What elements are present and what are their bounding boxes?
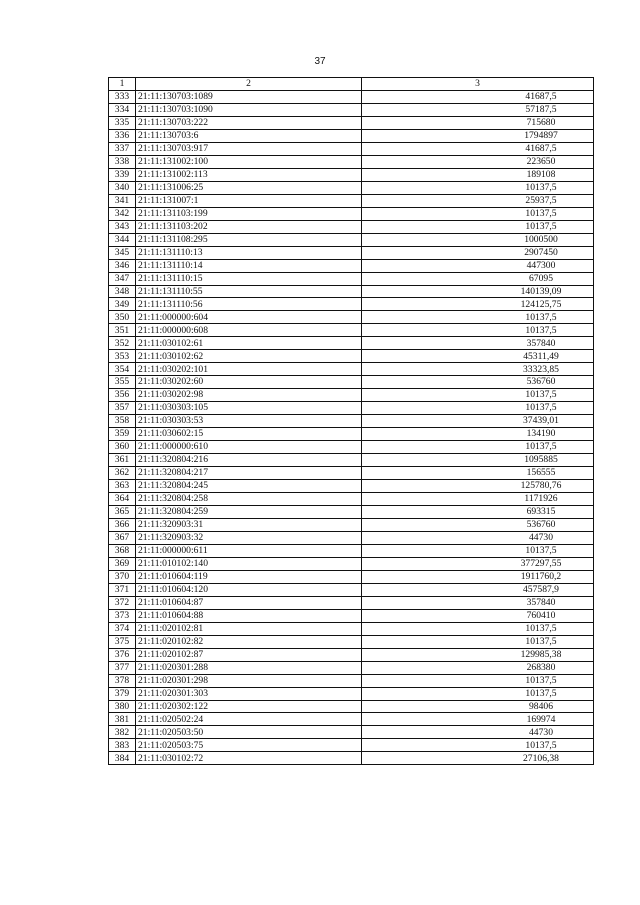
table-row (109, 622, 594, 635)
cadastral-number: 21:11:020102:82 (136, 635, 362, 648)
cadastral-number: 21:11:320804:259 (136, 505, 362, 518)
cadastral-value: 447300 (526, 259, 556, 271)
row-number: 336 (109, 129, 136, 142)
cadastral-number: 21:11:130703:222 (136, 116, 362, 129)
cadastral-value: 10137,5 (525, 622, 557, 634)
value-cell (362, 168, 594, 181)
table-row (109, 246, 594, 259)
value-cell (362, 194, 594, 207)
cadastral-number: 21:11:030303:53 (136, 415, 362, 428)
cadastral-number: 21:11:131007:1 (136, 194, 362, 207)
cadastral-number: 21:11:320804:216 (136, 454, 362, 467)
value-cell (362, 142, 594, 155)
value-cell (362, 635, 594, 648)
value-cell (362, 259, 594, 272)
row-number: 349 (109, 298, 136, 311)
value-cell (362, 155, 594, 168)
cadastral-value: 134190 (526, 428, 556, 440)
row-number: 382 (109, 726, 136, 739)
table-row (109, 752, 594, 765)
value-cell (362, 622, 594, 635)
table-row (109, 259, 594, 272)
cadastral-number: 21:11:130703:1089 (136, 90, 362, 103)
cadastral-value: 10137,5 (525, 181, 557, 193)
cadastral-number: 21:11:010102:140 (136, 557, 362, 570)
value-cell (362, 415, 594, 428)
table-row (109, 233, 594, 246)
cadastral-number: 21:11:130703:917 (136, 142, 362, 155)
row-number: 376 (109, 648, 136, 661)
row-number: 378 (109, 674, 136, 687)
cadastral-number: 21:11:131108:295 (136, 233, 362, 246)
row-number: 375 (109, 635, 136, 648)
cadastral-value: 10137,5 (525, 207, 557, 219)
value-cell (362, 674, 594, 687)
value-cell (362, 570, 594, 583)
row-number: 335 (109, 116, 136, 129)
cadastral-value: 536760 (526, 519, 556, 531)
table-row (109, 505, 594, 518)
page-number: 37 (314, 56, 326, 67)
cadastral-value: 41687,5 (525, 91, 557, 103)
table-row (109, 402, 594, 415)
cadastral-value: 10137,5 (525, 311, 557, 323)
table-row (109, 467, 594, 480)
cadastral-value: 10137,5 (525, 220, 557, 232)
table-row (109, 570, 594, 583)
value-cell (362, 493, 594, 506)
cadastral-number: 21:11:131110:13 (136, 246, 362, 259)
table-row (109, 350, 594, 363)
row-number: 366 (109, 518, 136, 531)
row-number: 372 (109, 596, 136, 609)
row-number: 340 (109, 181, 136, 194)
table-row (109, 480, 594, 493)
cadastral-number: 21:11:010604:88 (136, 609, 362, 622)
cadastral-value: 33323,85 (523, 363, 559, 375)
cadastral-number: 21:11:020301:288 (136, 661, 362, 674)
table-row (109, 583, 594, 596)
cadastral-number: 21:11:030102:72 (136, 752, 362, 765)
table-row (109, 674, 594, 687)
table-row (109, 544, 594, 557)
row-number: 380 (109, 700, 136, 713)
cadastral-number: 21:11:131110:55 (136, 285, 362, 298)
value-cell (362, 129, 594, 142)
cadastral-number: 21:11:000000:604 (136, 311, 362, 324)
table-row (109, 168, 594, 181)
row-number: 353 (109, 350, 136, 363)
value-cell (362, 583, 594, 596)
cadastral-value: 693315 (526, 506, 556, 518)
table-row (109, 454, 594, 467)
cadastral-number: 21:11:020502:24 (136, 713, 362, 726)
table-row (109, 324, 594, 337)
table-row (109, 155, 594, 168)
row-number: 333 (109, 90, 136, 103)
row-number: 337 (109, 142, 136, 155)
value-cell (362, 389, 594, 402)
table-row (109, 518, 594, 531)
cadastral-value: 10137,5 (525, 441, 557, 453)
cadastral-value: 98406 (529, 700, 553, 712)
table-row (109, 739, 594, 752)
cadastral-number: 21:11:320903:31 (136, 518, 362, 531)
cadastral-number: 21:11:130703:1090 (136, 103, 362, 116)
row-number: 357 (109, 402, 136, 415)
value-cell (362, 311, 594, 324)
value-cell (362, 713, 594, 726)
row-number: 379 (109, 687, 136, 700)
row-number: 344 (109, 233, 136, 246)
cadastral-value: 536760 (526, 376, 556, 388)
cadastral-value: 41687,5 (525, 143, 557, 155)
cadastral-number: 21:11:320804:245 (136, 480, 362, 493)
row-number: 355 (109, 376, 136, 389)
cadastral-number: 21:11:020503:50 (136, 726, 362, 739)
table-row (109, 207, 594, 220)
value-cell (362, 480, 594, 493)
column-header-3: 3 (362, 78, 594, 91)
row-number: 364 (109, 493, 136, 506)
cadastral-number: 21:11:020102:87 (136, 648, 362, 661)
value-cell (362, 739, 594, 752)
cadastral-number: 21:11:010604:119 (136, 570, 362, 583)
cadastral-value: 1171926 (524, 493, 558, 505)
value-cell (362, 700, 594, 713)
row-number: 367 (109, 531, 136, 544)
row-number: 356 (109, 389, 136, 402)
row-number: 360 (109, 441, 136, 454)
row-number: 339 (109, 168, 136, 181)
cadastral-number: 21:11:000000:608 (136, 324, 362, 337)
table-row (109, 363, 594, 376)
value-cell (362, 90, 594, 103)
cadastral-value: 10137,5 (525, 739, 557, 751)
value-cell (362, 298, 594, 311)
row-number: 369 (109, 557, 136, 570)
value-cell (362, 272, 594, 285)
cadastral-number: 21:11:131110:14 (136, 259, 362, 272)
row-number: 365 (109, 505, 136, 518)
cadastral-value: 10137,5 (525, 324, 557, 336)
cadastral-number: 21:11:030202:101 (136, 363, 362, 376)
cadastral-number: 21:11:010604:120 (136, 583, 362, 596)
cadastral-value: 1794897 (524, 130, 558, 142)
table-body (109, 90, 594, 764)
table-row (109, 272, 594, 285)
cadastral-value: 129985,38 (520, 648, 562, 660)
cadastral-number: 21:11:130703:6 (136, 129, 362, 142)
row-number: 358 (109, 415, 136, 428)
value-cell (362, 428, 594, 441)
table-row (109, 713, 594, 726)
row-number: 352 (109, 337, 136, 350)
table-row (109, 142, 594, 155)
table-row (109, 415, 594, 428)
row-number: 383 (109, 739, 136, 752)
cadastral-value: 125780,76 (520, 480, 562, 492)
cadastral-value-table (108, 77, 594, 765)
cadastral-value: 25937,5 (525, 194, 557, 206)
row-number: 363 (109, 480, 136, 493)
cadastral-value: 10137,5 (525, 545, 557, 557)
cadastral-value: 37439,01 (523, 415, 559, 427)
row-number: 348 (109, 285, 136, 298)
value-cell (362, 402, 594, 415)
table-row (109, 648, 594, 661)
value-cell (362, 285, 594, 298)
row-number: 359 (109, 428, 136, 441)
cadastral-value: 223650 (526, 156, 556, 167)
table-row (109, 389, 594, 402)
row-number: 374 (109, 622, 136, 635)
cadastral-number: 21:11:131002:100 (136, 155, 362, 168)
row-number: 354 (109, 363, 136, 376)
value-cell (362, 544, 594, 557)
table-row (109, 337, 594, 350)
value-cell (362, 441, 594, 454)
value-cell (362, 505, 594, 518)
table-row (109, 181, 594, 194)
value-cell (362, 454, 594, 467)
cadastral-value: 10137,5 (525, 389, 557, 401)
value-cell (362, 207, 594, 220)
row-number: 384 (109, 752, 136, 765)
table-row (109, 726, 594, 739)
table-row (109, 609, 594, 622)
value-cell (362, 337, 594, 350)
cadastral-value: 140139,09 (520, 285, 562, 297)
row-number: 338 (109, 155, 136, 168)
cadastral-number: 21:11:030102:61 (136, 337, 362, 350)
cadastral-number: 21:11:030102:62 (136, 350, 362, 363)
cadastral-value: 457587,9 (523, 583, 559, 595)
cadastral-value: 760410 (526, 609, 556, 621)
table-row (109, 116, 594, 129)
value-cell (362, 103, 594, 116)
value-cell (362, 726, 594, 739)
cadastral-number: 21:11:020301:298 (136, 674, 362, 687)
cadastral-value: 189108 (526, 168, 556, 180)
table-row (109, 700, 594, 713)
cadastral-value: 169974 (526, 713, 556, 725)
value-cell (362, 324, 594, 337)
table-row (109, 661, 594, 674)
table-row (109, 376, 594, 389)
table-row (109, 285, 594, 298)
cadastral-value: 45311,49 (523, 350, 559, 362)
cadastral-number: 21:11:131103:199 (136, 207, 362, 220)
table-row (109, 220, 594, 233)
table-row (109, 557, 594, 570)
cadastral-number: 21:11:131110:56 (136, 298, 362, 311)
cadastral-value: 10137,5 (525, 402, 557, 414)
row-number: 347 (109, 272, 136, 285)
value-cell (362, 518, 594, 531)
cadastral-value: 44730 (529, 532, 553, 544)
row-number: 345 (109, 246, 136, 259)
cadastral-value: 715680 (526, 117, 556, 129)
cadastral-number: 21:11:320804:217 (136, 467, 362, 480)
table-row (109, 596, 594, 609)
value-cell (362, 181, 594, 194)
table-row (109, 311, 594, 324)
cadastral-value: 57187,5 (525, 104, 557, 116)
row-number: 343 (109, 220, 136, 233)
cadastral-value: 67095 (529, 272, 553, 284)
row-number: 370 (109, 570, 136, 583)
cadastral-number: 21:11:030202:98 (136, 389, 362, 402)
value-cell (362, 220, 594, 233)
row-number: 381 (109, 713, 136, 726)
cadastral-number: 21:11:010604:87 (136, 596, 362, 609)
row-number: 350 (109, 311, 136, 324)
column-header-2: 2 (136, 78, 362, 91)
value-cell (362, 233, 594, 246)
cadastral-value: 377297,55 (520, 558, 562, 570)
value-cell (362, 596, 594, 609)
value-cell (362, 467, 594, 480)
cadastral-value: 124125,75 (520, 298, 562, 310)
cadastral-value: 1095885 (524, 454, 558, 466)
cadastral-number: 21:11:000000:610 (136, 441, 362, 454)
cadastral-number: 21:11:000000:611 (136, 544, 362, 557)
row-number: 346 (109, 259, 136, 272)
value-cell (362, 557, 594, 570)
column-header-1: 1 (109, 78, 136, 91)
table-header-row (109, 78, 594, 91)
cadastral-number: 21:11:020302:122 (136, 700, 362, 713)
value-cell (362, 246, 594, 259)
cadastral-number: 21:11:020301:303 (136, 687, 362, 700)
row-number: 377 (109, 661, 136, 674)
cadastral-number: 21:11:131103:202 (136, 220, 362, 233)
value-cell (362, 363, 594, 376)
cadastral-value: 44730 (529, 726, 553, 738)
table-row (109, 687, 594, 700)
table-row (109, 103, 594, 116)
table-row (109, 90, 594, 103)
cadastral-number: 21:11:131002:113 (136, 168, 362, 181)
table-row (109, 441, 594, 454)
table-row (109, 531, 594, 544)
table-row (109, 428, 594, 441)
row-number: 334 (109, 103, 136, 116)
cadastral-number: 21:11:030202:60 (136, 376, 362, 389)
cadastral-number: 21:11:030602:15 (136, 428, 362, 441)
cadastral-value: 10137,5 (525, 687, 557, 699)
table-row (109, 194, 594, 207)
value-cell (362, 661, 594, 674)
value-cell (362, 376, 594, 389)
cadastral-number: 21:11:131110:15 (136, 272, 362, 285)
cadastral-value: 268380 (526, 661, 556, 673)
table-row (109, 635, 594, 648)
value-cell (362, 609, 594, 622)
row-number: 361 (109, 454, 136, 467)
cadastral-value: 1911760,2 (520, 571, 562, 582)
value-cell (362, 752, 594, 765)
row-number: 341 (109, 194, 136, 207)
cadastral-value: 156555 (526, 467, 556, 479)
cadastral-value: 1000500 (524, 233, 558, 245)
row-number: 362 (109, 467, 136, 480)
cadastral-number: 21:11:020503:75 (136, 739, 362, 752)
table-row (109, 493, 594, 506)
row-number: 371 (109, 583, 136, 596)
cadastral-number: 21:11:131006:25 (136, 181, 362, 194)
value-cell (362, 648, 594, 661)
value-cell (362, 350, 594, 363)
cadastral-value: 10137,5 (525, 635, 557, 647)
cadastral-value: 27106,38 (523, 752, 559, 764)
cadastral-value: 357840 (526, 596, 556, 608)
row-number: 351 (109, 324, 136, 337)
table-row (109, 298, 594, 311)
cadastral-value: 2907450 (524, 246, 558, 258)
row-number: 368 (109, 544, 136, 557)
value-cell (362, 531, 594, 544)
value-cell (362, 116, 594, 129)
cadastral-number: 21:11:320804:258 (136, 493, 362, 506)
cadastral-value: 10137,5 (525, 674, 557, 686)
cadastral-number: 21:11:030303:105 (136, 402, 362, 415)
cadastral-value: 357840 (526, 337, 556, 349)
cadastral-number: 21:11:320903:32 (136, 531, 362, 544)
row-number: 342 (109, 207, 136, 220)
cadastral-number: 21:11:020102:81 (136, 622, 362, 635)
table-row (109, 129, 594, 142)
row-number: 373 (109, 609, 136, 622)
value-cell (362, 687, 594, 700)
